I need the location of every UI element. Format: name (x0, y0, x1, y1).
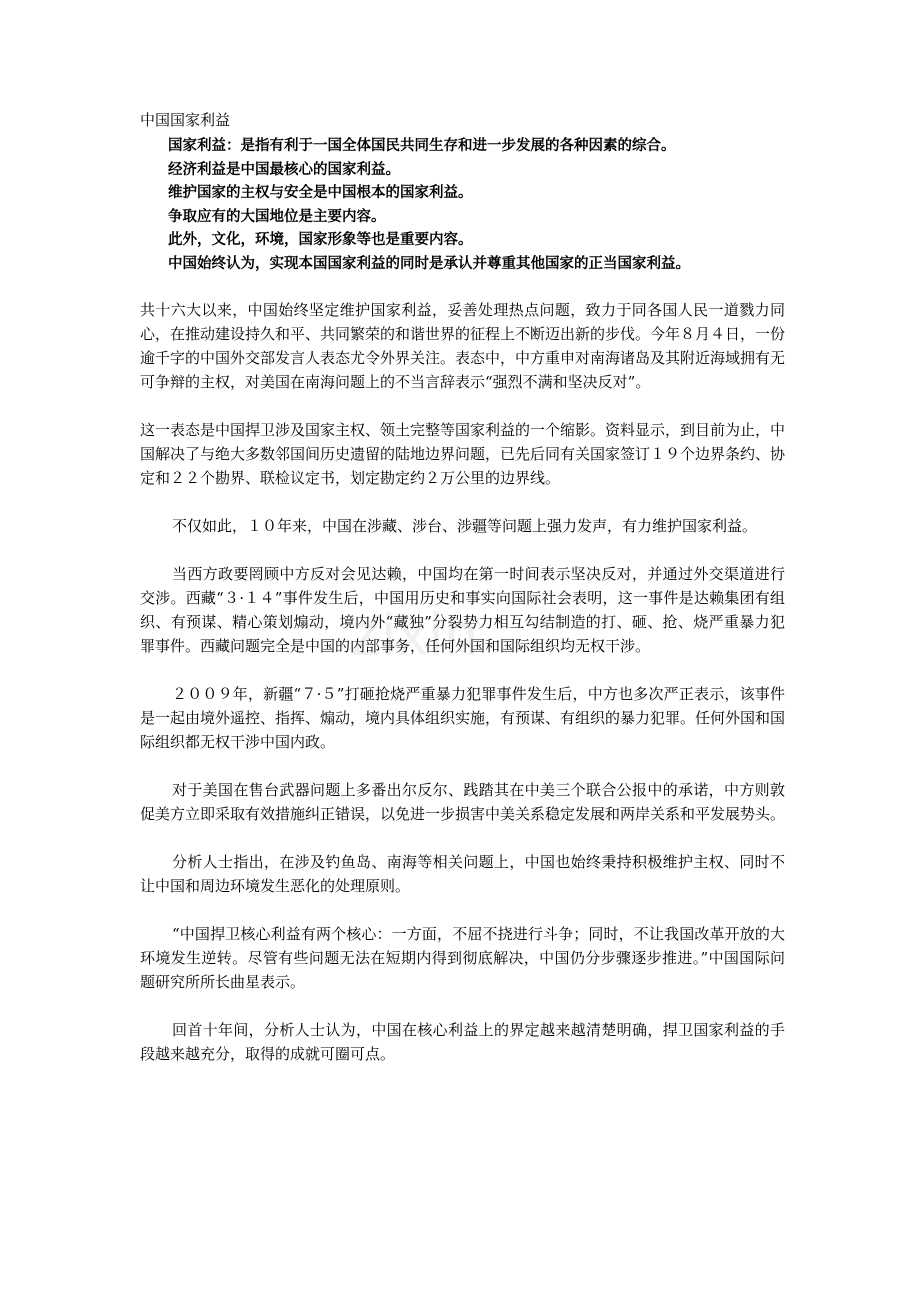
body-paragraph: 这一表态是中国捍卫涉及国家主权、领土完整等国家利益的一个缩影。资料显示，到目前为止，中国解决了与绝大多数邻国间历史遗留的陆地边界问题，已先后同有关国家签订１９个边界条约、协定和２２个勘界、联检议定书，划定勘定约２万公里的边界线。 (140, 421, 786, 487)
body-paragraph: 不仅如此，１０年来，中国在涉藏、涉台、涉疆等问题上强力发声，有力维护国家利益。 (172, 517, 758, 535)
body-paragraph: ２００９年，新疆“７·５”打砸抢烧严重暴力犯罪事件发生后，中方也多次严正表示，该事件是一起由境外遥控、指挥、煽动，境内具体组织实施，有预谋、有组织的暴力犯罪。任何外国和国际组织都无权干涉中国内政。 (140, 685, 786, 751)
key-point-status: 争取应有的大国地位是主要内容。 (168, 207, 386, 225)
watermark: zixin (350, 601, 481, 668)
key-points-list (140, 134, 785, 275)
key-point-culture: 此外，文化，环境，国家形象等也是重要内容。 (168, 231, 473, 248)
body-paragraph: “中国捍卫核心利益有两个核心：一方面，不屈不挠进行斗争；同时，不让我国改革开放的大环境发生逆转。尽管有些问题无法在短期内得到彻底解决，中国仍分步骤逐步推进。”中国国际问题研究所所长曲星表示。 (140, 925, 785, 991)
body-paragraph: 分析人士指出，在涉及钓鱼岛、南海等相关问题上，中国也始终秉持积极维护主权、同时不让中国和周边环境发生恶化的处理原则。 (140, 853, 785, 895)
key-point-definition: 国家利益：是指有利于一国全体国民共同生存和进一步发展的各种因素的综合。 (168, 137, 676, 154)
body-paragraph: 回首十年间，分析人士认为，中国在核心利益上的界定越来越清楚明确，捍卫国家利益的手段越来越充分，取得的成就可圈可点。 (140, 1021, 785, 1063)
document-title: 中国国家利益 (140, 111, 231, 129)
key-point-sovereignty: 维护国家的主权与安全是中国根本的国家利益。 (168, 184, 473, 201)
body-paragraph: 共十六大以来，中国始终坚定维护国家利益，妥善处理热点问题，致力于同各国人民一道戮力同心，在推动建设持久和平、共同繁荣的和谐世界的征程上不断迈出新的步伐。今年８月４日，一份逾千字的中国外交部发言人表态尤令外界关注。表态中，中方重申对南海诸岛及其附近海域拥有无可争辩的主权，对美国在南海问题上的不当言辞表示“强烈不满和坚决反对”。 (140, 301, 786, 391)
document-page (140, 108, 785, 1090)
key-point-mutual-respect: 中国始终认为，实现本国国家利益的同时是承认并尊重其他国家的正当国家利益。 (168, 254, 690, 272)
key-point-economic: 经济利益是中国最核心的国家利益。 (168, 160, 400, 178)
body-paragraph: 当西方政要罔顾中方反对会见达赖，中国均在第一时间表示坚决反对，并通过外交渠道进行交涉。西藏“３·１４”事件发生后，中国用历史和事实向国际社会表明，这一事件是达赖集团有组织、有预谋、精心策划煽动，境内外“藏独”分裂势力相互勾结制造的打、砸、抢、烧严重暴力犯罪事件。西藏问题完全是中国的内部事务，任何外国和国际组织均无权干涉。 (140, 565, 785, 655)
body-paragraph: 对于美国在售台武器问题上多番出尔反尔、践踏其在中美三个联合公报中的承诺，中方则敦促美方立即采取有效措施纠正错误，以免进一步损害中美关系稳定发展和两岸关系和平发展势头。 (140, 781, 786, 823)
